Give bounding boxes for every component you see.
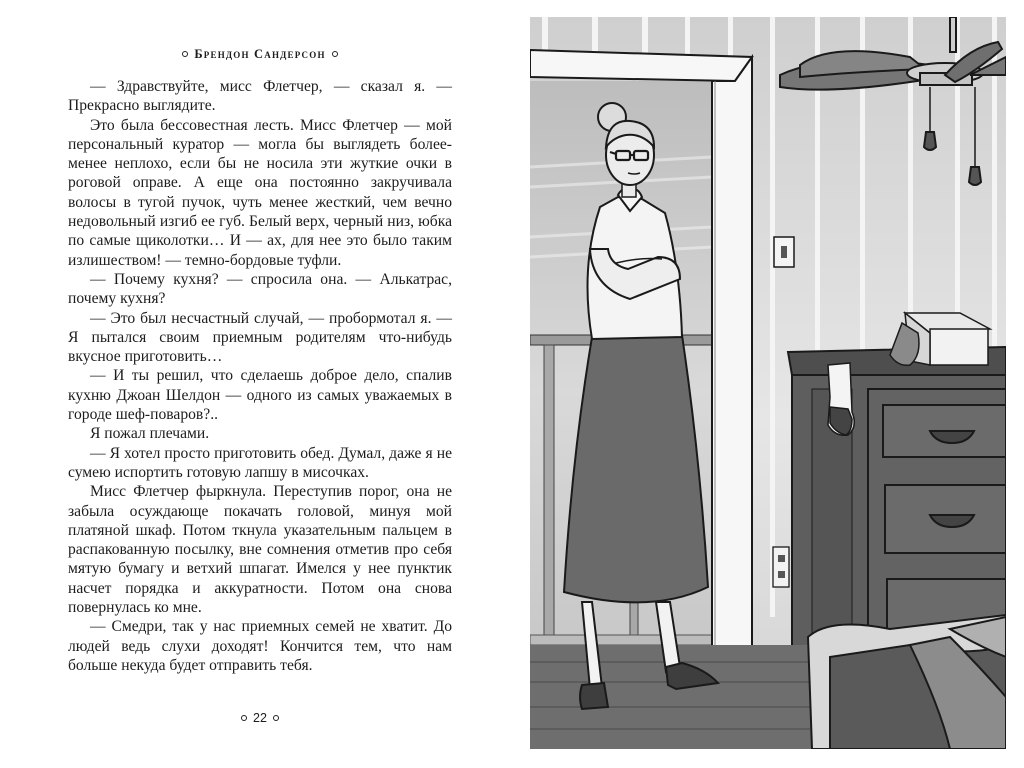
paragraph: — Почему кухня? — спросила она. — Алькатрас, почему кухня? [68, 270, 452, 308]
running-head [68, 47, 452, 62]
sock [828, 363, 854, 435]
page-number-value: 22 [253, 711, 267, 725]
body-text [68, 77, 452, 675]
ornament-dot-icon [241, 715, 247, 721]
laundry-basket [808, 615, 1006, 749]
paragraph: Я пожал плечами. [90, 425, 210, 443]
ornament-dot-icon [273, 715, 279, 721]
page-number [68, 711, 452, 725]
illustration [530, 17, 1006, 749]
ornament-dot-icon [332, 51, 338, 57]
power-outlet [773, 547, 789, 587]
paragraph: — Смедри, так у нас приемных семей не хватит. До людей ведь слухи доходят! Кончится тем, что нам больше некуда будет отправить тебя. [68, 618, 452, 674]
paragraph: — Это был несчастный случай, — пробормотал я. — Я пытался своим приемным родителям что-нибудь вкусное приготовить… [68, 309, 452, 366]
running-head-author: Брендон Сандерсон [194, 47, 326, 61]
paragraph: Это была бессовестная лесть. Мисс Флетчер — мой персональный куратор — могла бы выглядеть более-менее неплохо, если бы не носила эти жуткие очки в роговой оправе. А еще она постоянно закручивала волосы в тугой пучок, чуть менее жесткий, чем вечно недовольный изгиб ее губ. Белый верх, черный низ, юбка по самые щиколотки… И — ах, для нее это было таким излишеством! — темно-бордовые туфли. [68, 116, 452, 269]
paragraph: — Здравствуйте, мисс Флетчер, — сказал я. — Прекрасно выглядите. [68, 78, 452, 115]
ornament-dot-icon [182, 51, 188, 57]
paragraph: — И ты решил, что сделаешь доброе дело, спалив кухню Джоан Шелдон — одного из самых уважаемых в городе шеф-поваров?.. [68, 367, 452, 424]
paragraph: Мисс Флетчер фыркнула. Переступив порог, она не забыла осуждающе покачать головой, минуя мой платяной шкаф. Потом ткнула указательным пальцем в распакованную посылку, вне сомнения отметив про себя мятую бумагу и ветхий шпагат. Имелся у нее пунктик насчет порядка и аккуратности. Потом она снова повернулась ко мне. [68, 483, 452, 617]
paragraph: — Я хотел просто приготовить обед. Думал, даже я не сумею испортить готовую лапшу в мисочках. [68, 444, 452, 481]
light-switch [774, 237, 794, 267]
